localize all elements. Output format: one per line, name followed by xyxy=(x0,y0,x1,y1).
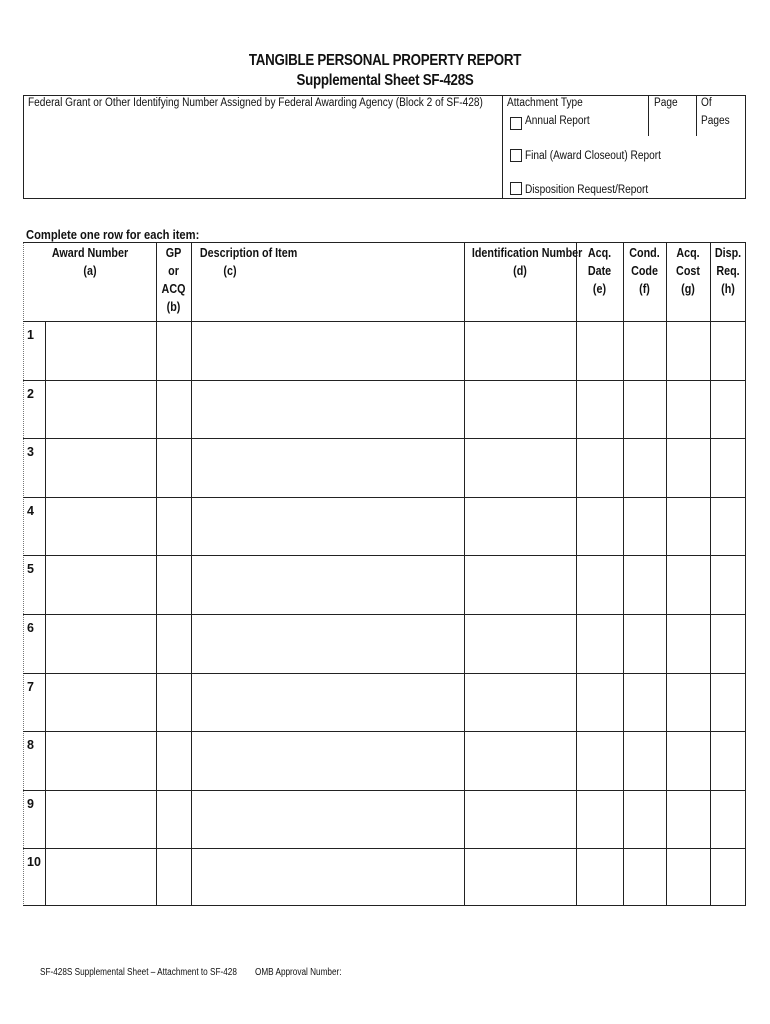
table-cell[interactable] xyxy=(577,849,622,906)
row-number: 7 xyxy=(27,679,34,694)
table-cell[interactable] xyxy=(157,498,190,555)
table-cell[interactable] xyxy=(157,849,190,906)
table-cell[interactable] xyxy=(192,322,463,379)
column-header-line: Award Number xyxy=(51,246,129,260)
table-cell[interactable] xyxy=(46,439,155,496)
table-cell[interactable] xyxy=(192,615,463,672)
column-header xyxy=(626,244,663,298)
table-cell[interactable] xyxy=(465,556,575,613)
table-cell[interactable] xyxy=(465,674,575,731)
column-header xyxy=(199,244,298,280)
table-cell[interactable] xyxy=(711,556,745,613)
table-cell[interactable] xyxy=(577,674,622,731)
column-header-line: or xyxy=(168,264,179,278)
column-header-line: (h) xyxy=(721,282,735,296)
final-report-label: Final (Award Closeout) Report xyxy=(525,150,661,162)
final-report-checkbox[interactable] xyxy=(510,149,522,162)
column-header-line: Cost xyxy=(676,264,700,278)
column-header-line: Acq. xyxy=(587,246,612,260)
table-cell[interactable] xyxy=(46,322,155,379)
footer-text: SF-428S Supplemental Sheet – Attachment to SF-428 xyxy=(40,967,237,978)
table-cell[interactable] xyxy=(624,556,665,613)
table-cell[interactable] xyxy=(667,439,709,496)
table-cell[interactable] xyxy=(667,615,709,672)
table-cell[interactable] xyxy=(46,381,155,438)
column-header-line: ACQ xyxy=(161,282,186,296)
page-label: Page xyxy=(654,97,678,109)
table-cell[interactable] xyxy=(577,439,622,496)
of-label: Of xyxy=(701,97,712,109)
table-cell[interactable] xyxy=(624,322,665,379)
table-cell[interactable] xyxy=(624,849,665,906)
column-header-line: Date xyxy=(587,264,612,278)
table-cell[interactable] xyxy=(157,439,190,496)
table-cell[interactable] xyxy=(192,556,463,613)
column-header-line: Description of Item xyxy=(199,246,298,260)
column-header xyxy=(471,244,583,280)
column-header-line: (a) xyxy=(83,264,97,278)
table-cell[interactable] xyxy=(46,791,155,848)
table-cell[interactable] xyxy=(465,498,575,555)
table-cell[interactable] xyxy=(711,381,745,438)
table-cell[interactable] xyxy=(46,849,155,906)
table-cell[interactable] xyxy=(667,674,709,731)
table-cell[interactable] xyxy=(577,615,622,672)
column-header-line: (f) xyxy=(639,282,650,296)
table-cell[interactable] xyxy=(577,498,622,555)
disposition-report-checkbox[interactable] xyxy=(510,182,522,195)
table-cell[interactable] xyxy=(711,732,745,789)
table-instruction: Complete one row for each item: xyxy=(26,227,200,242)
table-cell[interactable] xyxy=(46,674,155,731)
column-header-line: (g) xyxy=(681,282,695,296)
row-number: 5 xyxy=(27,562,34,577)
items-table xyxy=(23,242,746,906)
table-cell[interactable] xyxy=(157,791,190,848)
table-cell[interactable] xyxy=(157,556,190,613)
form-subtitle: Supplemental Sheet SF-428S xyxy=(296,72,474,89)
column-header xyxy=(51,244,128,280)
column-header-line: Identification Number xyxy=(471,246,583,260)
column-header xyxy=(579,244,619,298)
table-cell[interactable] xyxy=(465,381,575,438)
table-cell[interactable] xyxy=(667,791,709,848)
column-header-line: Disp. xyxy=(714,246,742,260)
table-cell[interactable] xyxy=(711,615,745,672)
table-cell[interactable] xyxy=(667,849,709,906)
row-number: 9 xyxy=(27,796,34,811)
table-cell[interactable] xyxy=(667,732,709,789)
table-cell[interactable] xyxy=(465,732,575,789)
table-cell[interactable] xyxy=(46,556,155,613)
table-cell[interactable] xyxy=(577,381,622,438)
disposition-report-label: Disposition Request/Report xyxy=(525,184,649,196)
row-number: 1 xyxy=(27,328,34,342)
divider-line xyxy=(696,96,697,136)
table-cell[interactable] xyxy=(465,615,575,672)
table-cell[interactable] xyxy=(624,381,665,438)
table-cell[interactable] xyxy=(577,791,622,848)
table-cell[interactable] xyxy=(711,849,745,906)
table-cell[interactable] xyxy=(624,439,665,496)
annual-report-label: Annual Report xyxy=(525,115,590,127)
header-box xyxy=(23,95,746,199)
table-cell[interactable] xyxy=(192,439,463,496)
column-header xyxy=(669,244,707,298)
table-cell[interactable] xyxy=(711,674,745,731)
table-cell[interactable] xyxy=(192,381,463,438)
column-header-line: (c) xyxy=(223,264,237,278)
column-header-line: (e) xyxy=(592,282,607,296)
table-cell[interactable] xyxy=(465,849,575,906)
table-cell[interactable] xyxy=(577,732,622,789)
column-header-line: (b) xyxy=(166,300,181,314)
row-number: 6 xyxy=(27,621,34,635)
grant-number-field[interactable] xyxy=(32,116,492,194)
table-cell[interactable] xyxy=(711,322,745,379)
table-cell[interactable] xyxy=(157,322,190,379)
table-cell[interactable] xyxy=(465,322,575,379)
column-header-line: Code xyxy=(631,264,658,278)
table-cell[interactable] xyxy=(465,791,575,848)
form-footer xyxy=(40,967,342,978)
table-cell[interactable] xyxy=(46,498,155,555)
table-cell[interactable] xyxy=(624,615,665,672)
table-cell[interactable] xyxy=(192,849,463,906)
table-cell[interactable] xyxy=(157,615,190,672)
omb-label: OMB Approval Number: xyxy=(254,967,342,978)
row-number: 2 xyxy=(27,386,34,401)
table-cell[interactable] xyxy=(667,556,709,613)
row-number: 10 xyxy=(27,855,41,870)
table-cell[interactable] xyxy=(711,439,745,496)
row-number: 3 xyxy=(27,445,34,460)
table-cell[interactable] xyxy=(192,674,463,731)
table-cell[interactable] xyxy=(711,498,745,555)
table-cell[interactable] xyxy=(577,556,622,613)
table-cell[interactable] xyxy=(624,498,665,555)
column-header-line: GP xyxy=(165,246,182,260)
attachment-type-label: Attachment Type xyxy=(507,97,583,109)
table-cell[interactable] xyxy=(624,732,665,789)
table-cell[interactable] xyxy=(667,322,709,379)
table-cell[interactable] xyxy=(465,439,575,496)
table-cell[interactable] xyxy=(667,381,709,438)
table-cell[interactable] xyxy=(624,791,665,848)
table-cell[interactable] xyxy=(157,674,190,731)
table-cell[interactable] xyxy=(192,732,463,789)
column-header-line: (d) xyxy=(513,264,527,278)
table-cell[interactable] xyxy=(711,791,745,848)
table-cell[interactable] xyxy=(192,498,463,555)
table-cell[interactable] xyxy=(667,498,709,555)
form-title: TANGIBLE PERSONAL PROPERTY REPORT xyxy=(248,52,522,69)
table-cell[interactable] xyxy=(624,674,665,731)
table-cell[interactable] xyxy=(157,381,190,438)
divider-line xyxy=(648,96,649,136)
table-cell[interactable] xyxy=(577,322,622,379)
column-header xyxy=(158,244,188,316)
divider-line xyxy=(502,96,503,198)
row-number: 4 xyxy=(27,503,34,518)
row-number: 8 xyxy=(27,738,34,753)
annual-report-checkbox[interactable] xyxy=(510,117,522,130)
column-header-line: Req. xyxy=(716,264,740,278)
table-cell[interactable] xyxy=(157,732,190,789)
column-header-line: Cond. xyxy=(629,246,660,260)
pages-label: Pages xyxy=(701,115,730,127)
column-header xyxy=(713,244,744,298)
column-header-line: Acq. xyxy=(676,246,700,260)
table-cell[interactable] xyxy=(192,791,463,848)
table-cell[interactable] xyxy=(46,615,155,672)
grant-number-label: Federal Grant or Other Identifying Number Assigned by Federal Awarding Agency (Block 2 of SF-428) xyxy=(28,97,483,109)
table-cell[interactable] xyxy=(46,732,155,789)
